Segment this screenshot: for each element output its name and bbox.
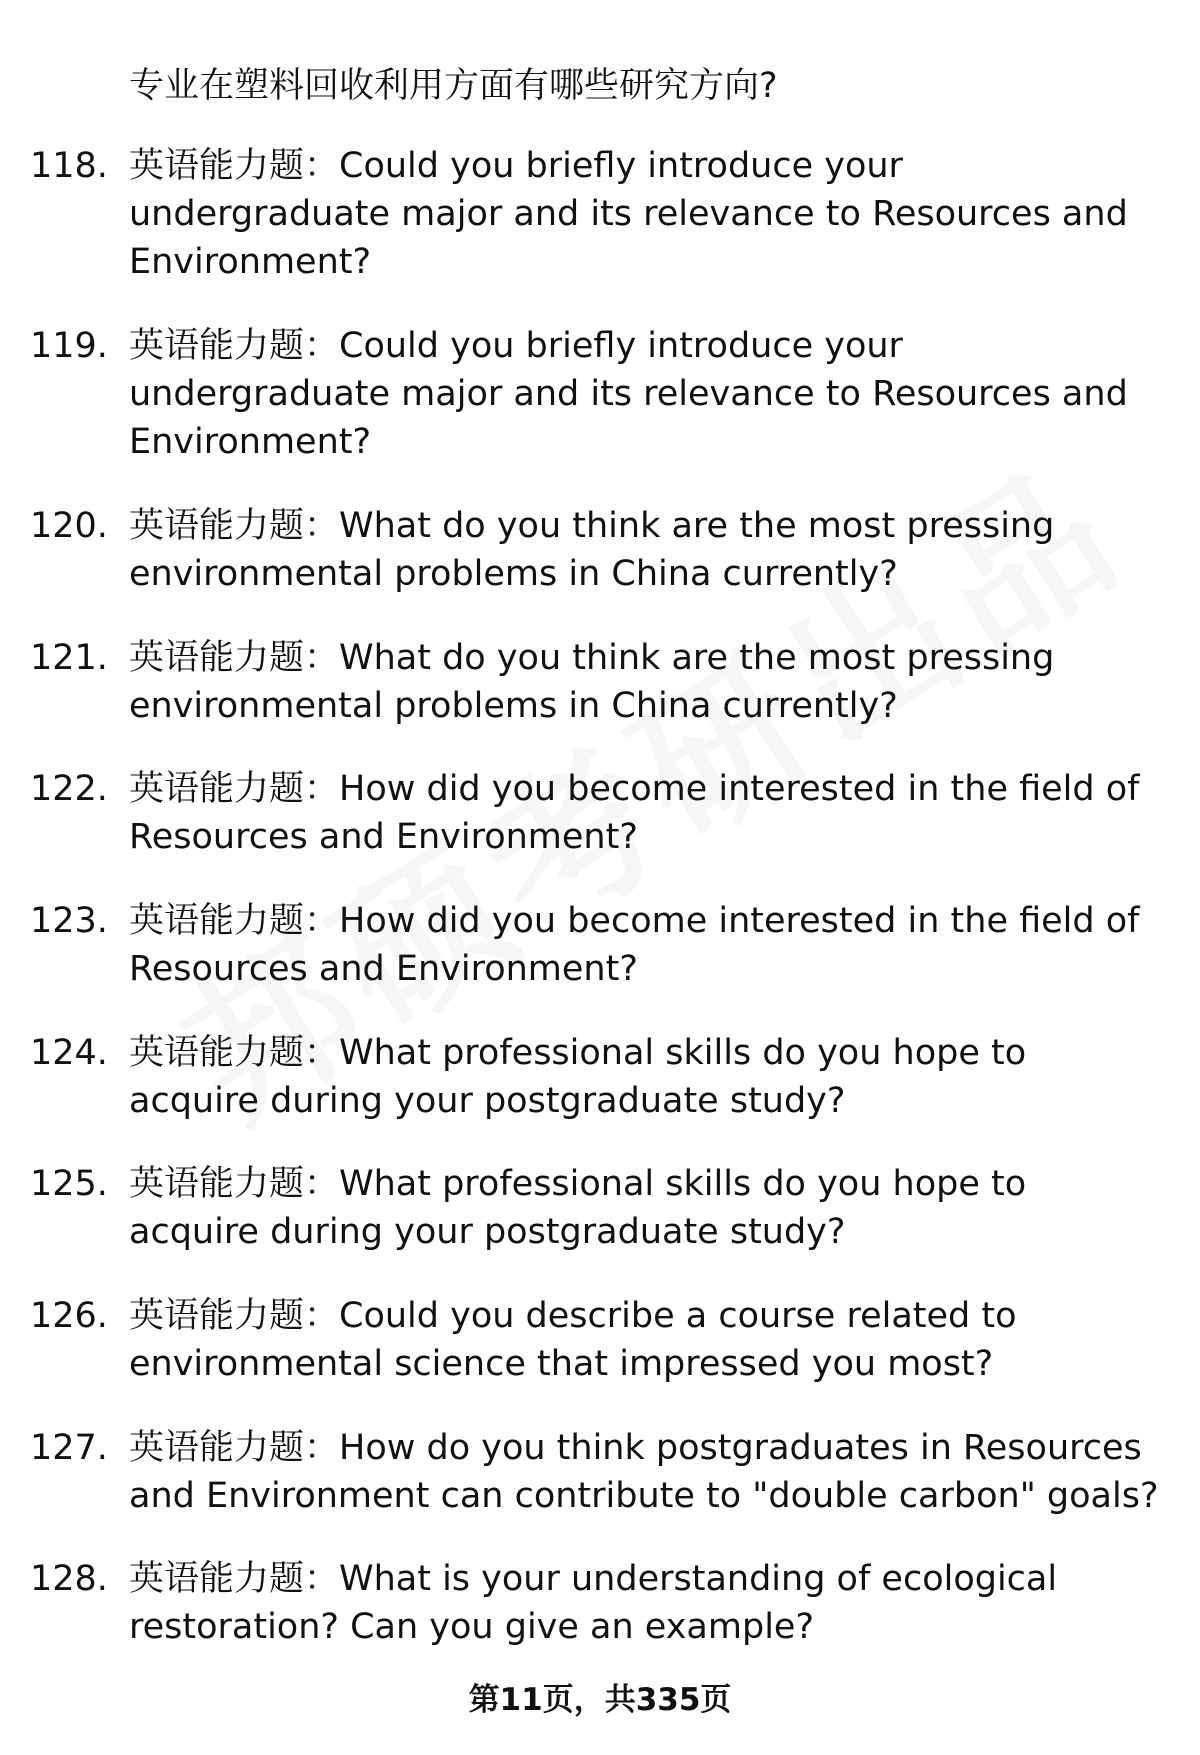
question-text bbox=[129, 1424, 1177, 1520]
question-number: 127. bbox=[30, 1428, 108, 1468]
question-line: 英语能力题：Could you briefly introduce your bbox=[129, 326, 903, 366]
question-text bbox=[129, 1292, 1177, 1388]
question-line: 英语能力题：What do you think are the most pressing bbox=[129, 506, 1055, 546]
question-text bbox=[129, 634, 1177, 730]
question-line: environmental problems in China currently? bbox=[129, 686, 898, 726]
question-number: 125. bbox=[30, 1164, 108, 1204]
question-line: 英语能力题：How did you become interested in the field of bbox=[129, 901, 1140, 941]
question-number: 128. bbox=[30, 1559, 108, 1599]
question-text bbox=[129, 1029, 1177, 1125]
question-text bbox=[129, 765, 1177, 861]
question-text bbox=[129, 1555, 1177, 1651]
question-text bbox=[129, 502, 1177, 598]
intro-line: 专业在塑料回收利用方面有哪些研究方向? bbox=[129, 66, 778, 106]
question-line: 英语能力题：What professional skills do you hope to bbox=[129, 1033, 1027, 1073]
question-line: environmental problems in China currently? bbox=[129, 554, 898, 594]
question-line: and Environment can contribute to "double carbon" goals? bbox=[129, 1476, 1159, 1516]
question-line: Resources and Environment? bbox=[129, 817, 638, 857]
question-number: 119. bbox=[30, 326, 108, 366]
question-line: 英语能力题：Could you briefly introduce your bbox=[129, 146, 903, 186]
question-line: 英语能力题：How did you become interested in the field of bbox=[129, 769, 1140, 809]
question-line: acquire during your postgraduate study? bbox=[129, 1081, 846, 1121]
question-line: 英语能力题：What professional skills do you hope to bbox=[129, 1164, 1027, 1204]
question-line: restoration? Can you give an example? bbox=[129, 1607, 815, 1647]
question-text bbox=[129, 142, 1177, 286]
question-number: 126. bbox=[30, 1296, 108, 1336]
question-number: 124. bbox=[30, 1033, 108, 1073]
question-number: 121. bbox=[30, 638, 108, 678]
question-number: 123. bbox=[30, 901, 108, 941]
question-line: Environment? bbox=[129, 242, 372, 282]
question-text bbox=[129, 897, 1177, 993]
page-footer: 第11页，共335页 bbox=[468, 1682, 732, 1718]
question-text bbox=[129, 322, 1177, 466]
question-line: 英语能力题：Could you describe a course related to bbox=[129, 1296, 1017, 1336]
question-line: 英语能力题：What do you think are the most pressing bbox=[129, 638, 1055, 678]
question-line: undergraduate major and its relevance to Resources and bbox=[129, 374, 1128, 414]
question-line: acquire during your postgraduate study? bbox=[129, 1212, 846, 1252]
question-line: 英语能力题：How do you think postgraduates in Resources bbox=[129, 1428, 1142, 1468]
question-line: undergraduate major and its relevance to Resources and bbox=[129, 194, 1128, 234]
question-line: environmental science that impressed you most? bbox=[129, 1344, 994, 1384]
question-number: 120. bbox=[30, 506, 108, 546]
question-number: 118. bbox=[30, 146, 108, 186]
question-text bbox=[129, 1160, 1177, 1256]
question-line: 英语能力题：What is your understanding of ecological bbox=[129, 1559, 1058, 1599]
question-line: Resources and Environment? bbox=[129, 949, 638, 989]
question-number: 122. bbox=[30, 769, 108, 809]
question-line: Environment? bbox=[129, 422, 372, 462]
